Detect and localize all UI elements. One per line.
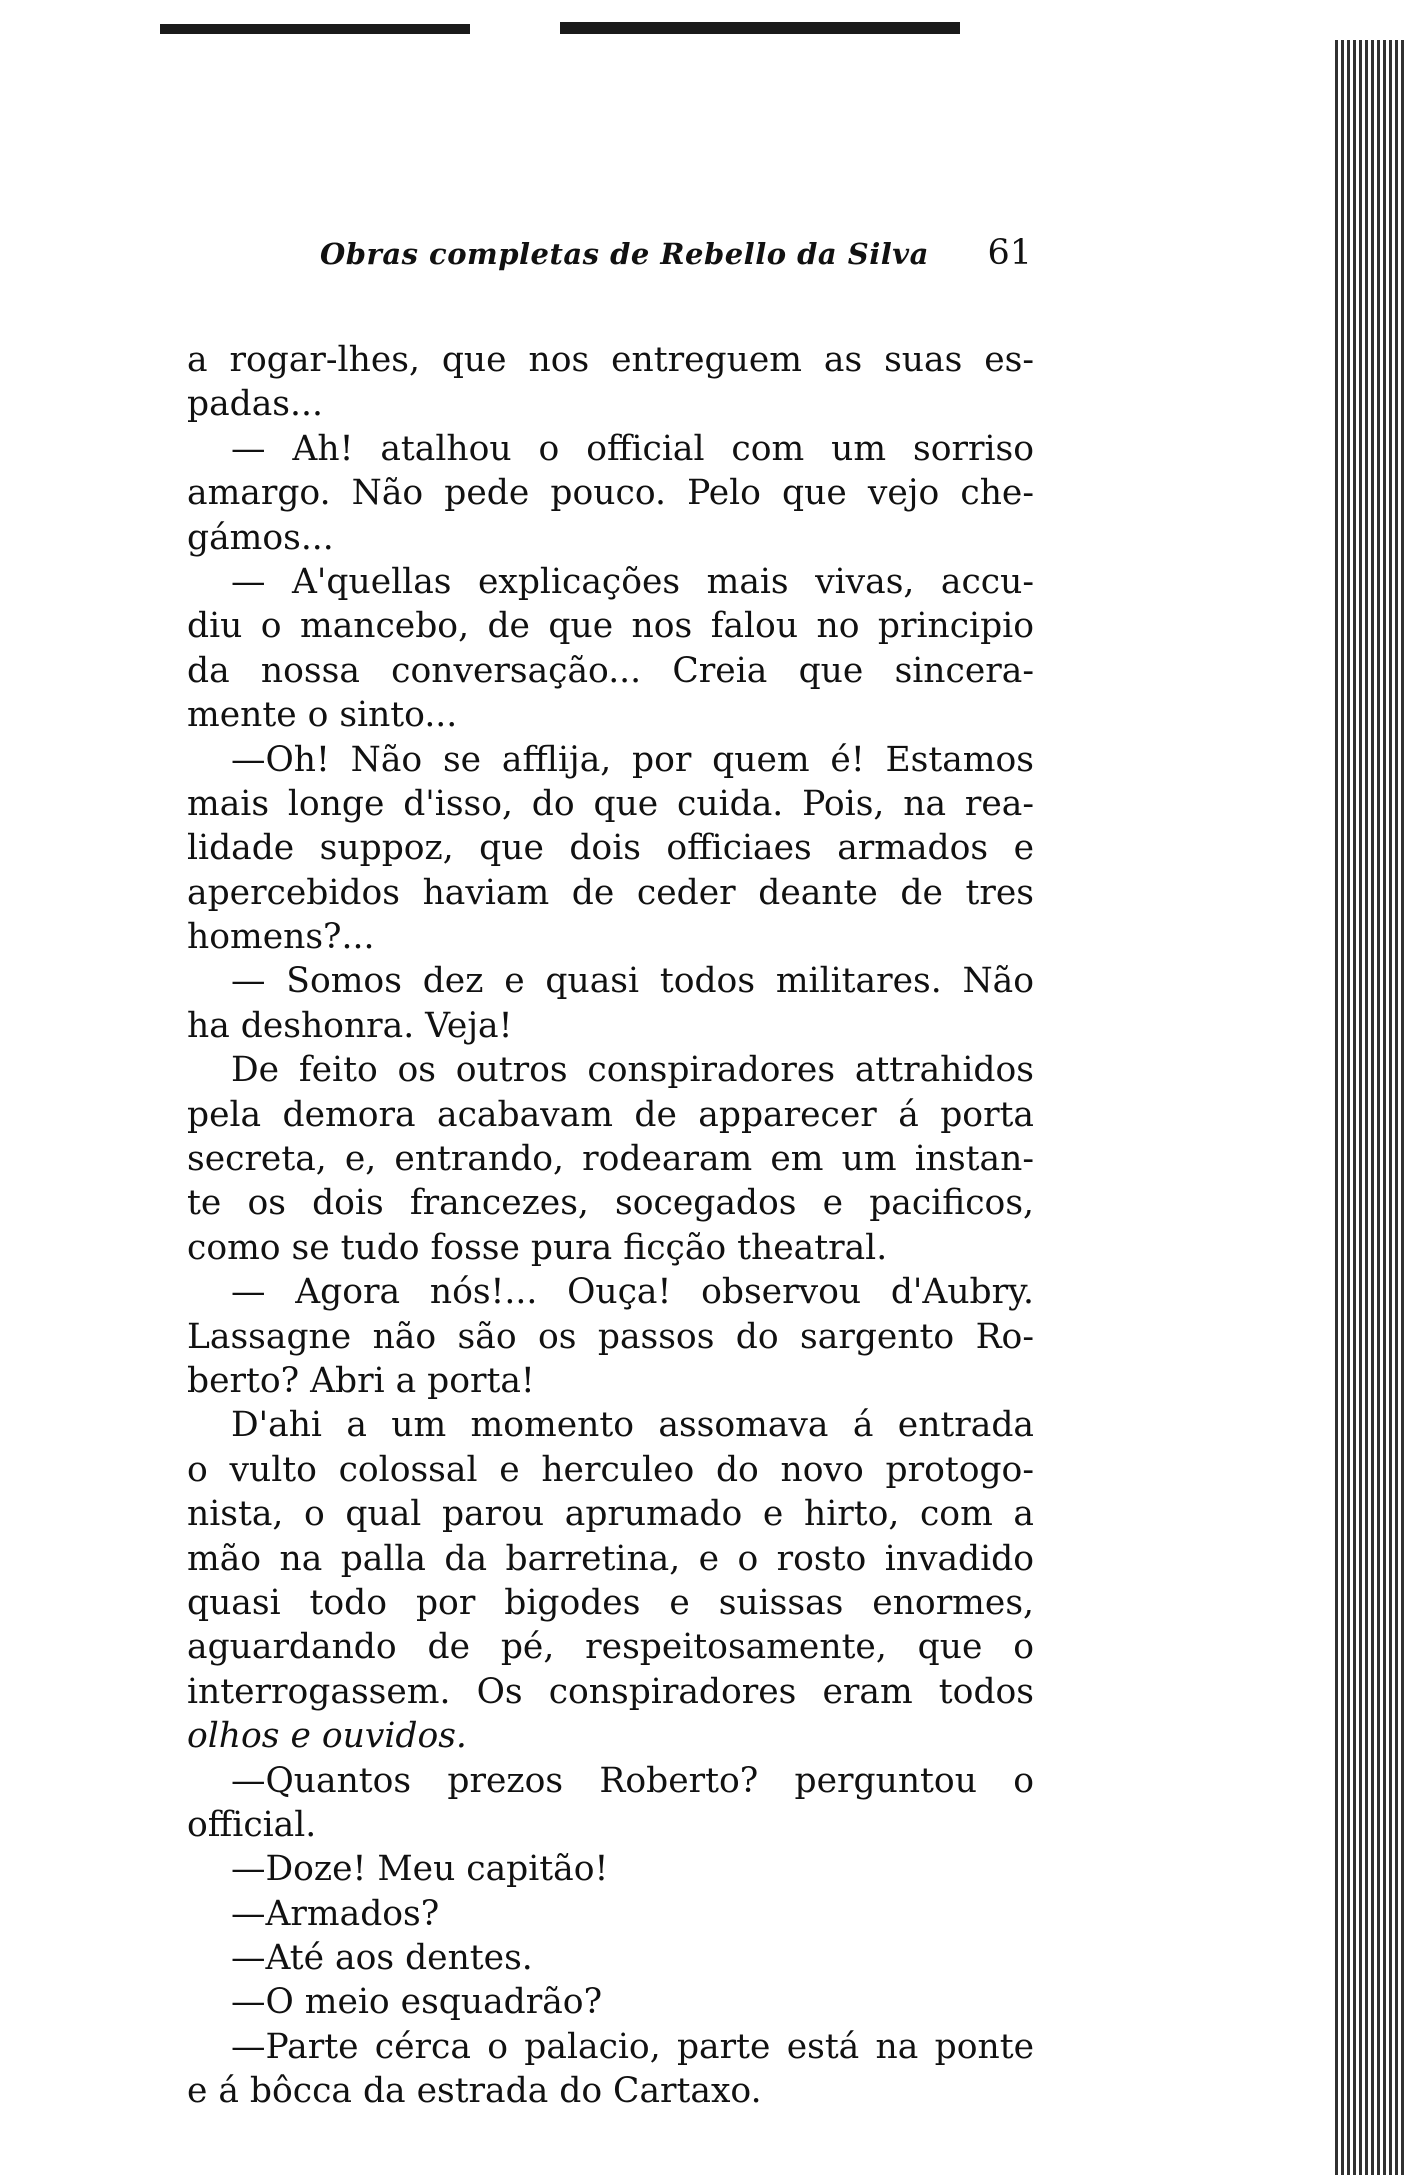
top-rule-right	[560, 22, 960, 34]
running-title: Obras completas de Rebello da Silva	[320, 237, 929, 271]
text-line: gámos...	[187, 517, 334, 558]
text-line: ha deshonra. Veja!	[187, 1005, 513, 1046]
text-line: official.	[187, 1804, 317, 1845]
page-header	[320, 233, 1032, 279]
text-line: apercebidos haviam de ceder deante de tres	[187, 872, 1034, 913]
text-line: lidade suppoz, que dois officiaes armados e	[187, 828, 1034, 869]
text-line: padas...	[187, 384, 323, 425]
text-line: — A'quellas explicações mais vivas, accu-	[231, 561, 1034, 602]
text-line: —O meio esquadrão?	[231, 1982, 603, 2023]
text-line: — Agora nós!... Ouça! observou d'Aubry.	[231, 1272, 1034, 1313]
text-line: berto? Abri a porta!	[187, 1360, 535, 1401]
text-line: —Oh! Não se afflija, por quem é! Estamos	[231, 739, 1034, 780]
text-line: homens?...	[187, 917, 375, 958]
text-line: Lassagne não são os passos do sargento Ro-	[187, 1316, 1034, 1357]
text-body	[187, 338, 1034, 2114]
text-line: —Doze! Meu capitão!	[231, 1849, 609, 1890]
text-line: a rogar-lhes, que nos entreguem as suas es-	[187, 340, 1034, 380]
text-line: —Armados?	[231, 1893, 440, 1934]
text-line: pela demora acabavam de apparecer á porta	[187, 1094, 1034, 1135]
binding-edge	[1335, 40, 1407, 2175]
text-line: —Quantos prezos Roberto? perguntou o	[231, 1760, 1034, 1801]
text-line: nista, o qual parou aprumado e hirto, com a	[187, 1494, 1034, 1535]
text-line: D'ahi a um momento assomava á entrada	[231, 1405, 1034, 1446]
text-line: como se tudo fosse pura ficção theatral.	[187, 1227, 888, 1268]
text-line: e á bôcca da estrada do Cartaxo.	[187, 2071, 762, 2112]
text-line: —Até aos dentes.	[231, 1938, 533, 1979]
text-line: da nossa conversação... Creia que sincera-	[187, 650, 1034, 691]
italic-text: olhos e ouvidos.	[187, 1716, 467, 1757]
text-line: — Ah! atalhou o official com um sorriso	[231, 428, 1034, 469]
text-line: — Somos dez e quasi todos militares. Não	[231, 961, 1034, 1002]
text-line: mais longe d'isso, do que cuida. Pois, na rea-	[187, 783, 1034, 824]
text-line: interrogassem. Os conspiradores eram todos	[187, 1671, 1034, 1712]
text-line: secreta, e, entrando, rodearam em um instan-	[187, 1139, 1034, 1180]
top-rule-left	[160, 24, 470, 34]
text-line: —Parte cérca o palacio, parte está na ponte	[231, 2026, 1034, 2067]
text-line: De feito os outros conspiradores attrahidos	[231, 1050, 1034, 1091]
text-line: aguardando de pé, respeitosamente, que o	[187, 1627, 1034, 1668]
text-line: amargo. Não pede pouco. Pelo que vejo che-	[187, 473, 1034, 514]
text-line: diu o mancebo, de que nos falou no principio	[187, 606, 1034, 647]
text-line: te os dois francezes, socegados e pacificos,	[187, 1183, 1034, 1224]
text-line: quasi todo por bigodes e suissas enormes,	[187, 1582, 1034, 1623]
page-number: 61	[987, 233, 1032, 273]
text-line	[187, 1714, 1034, 1758]
text-line: o vulto colossal e herculeo do novo protogo-	[187, 1449, 1034, 1490]
text-line: mão na palla da barretina, e o rosto invadido	[187, 1538, 1034, 1579]
text-line: mente o sinto...	[187, 695, 458, 736]
